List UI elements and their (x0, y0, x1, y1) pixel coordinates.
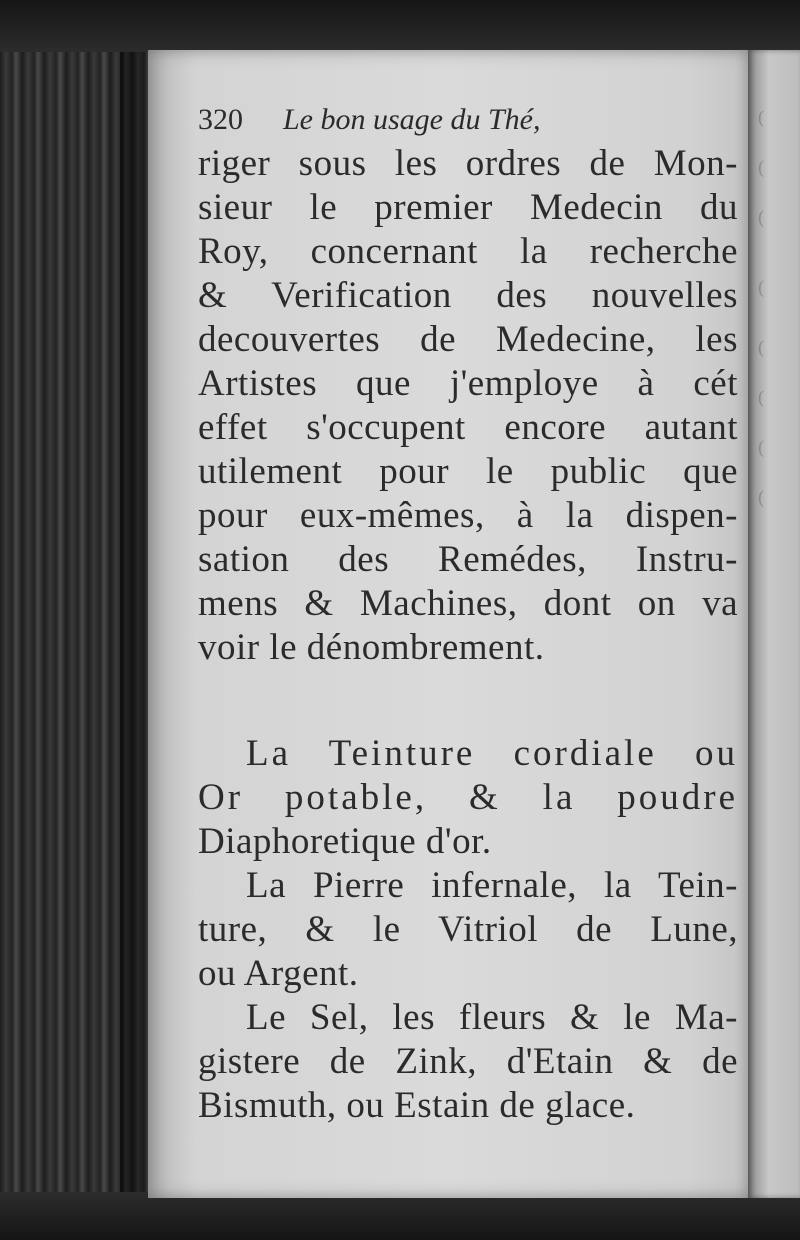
text-line: utilement pour le public que (198, 451, 738, 492)
text-line: La Pierre infernale, la Tein- (246, 865, 738, 906)
show-through-mark: ( (758, 437, 764, 457)
text-line: voir le dénombrement. (198, 627, 545, 668)
list-item (198, 732, 738, 864)
paragraph (198, 142, 738, 670)
text-line: Roy, concernant la recherche (198, 231, 738, 272)
text-line: Bismuth, ou Estain de glace. (198, 1085, 636, 1126)
text-line: mens & Machines, dont on va (198, 583, 738, 624)
text-line: riger sous les ordres de Mon- (198, 143, 738, 184)
list-item (198, 996, 738, 1128)
book-page (148, 50, 748, 1198)
show-through-mark: ( (758, 277, 764, 297)
page-text (198, 98, 738, 1128)
text-line: Diaphoretique d'or. (198, 821, 492, 862)
text-line: gistere de Zink, d'Etain & de (198, 1041, 738, 1082)
text-line: Artistes que j'employe à cét (198, 363, 738, 404)
text-line: Or potable, & la poudre (198, 777, 738, 818)
show-through-mark: ( (758, 207, 764, 227)
text-line: Le Sel, les fleurs & le Ma- (246, 997, 738, 1038)
show-through-mark: ( (758, 387, 764, 407)
bottom-margin-shadow (0, 1192, 800, 1240)
text-line: pour eux-mêmes, à la dispen- (198, 495, 738, 536)
show-through-mark: ( (758, 337, 764, 357)
top-margin-shadow (0, 0, 800, 52)
show-through-mark: ( (758, 107, 764, 127)
running-title: Le bon usage du Thé, (283, 103, 541, 136)
text-line: ture, & le Vitriol de Lune, (198, 909, 738, 950)
text-line: ou Argent. (198, 953, 359, 994)
facing-page-edge (748, 50, 800, 1198)
text-line: sieur le premier Medecin du (198, 187, 738, 228)
text-line: decouvertes de Medecine, les (198, 319, 738, 360)
section-gap (198, 670, 738, 732)
page-number: 320 (198, 103, 243, 136)
show-through-mark: ( (758, 157, 764, 177)
text-line: sation des Remédes, Instru- (198, 539, 738, 580)
running-header (198, 98, 738, 142)
list-item (198, 864, 738, 996)
text-line: La Teinture cordiale ou (246, 733, 738, 774)
show-through-mark: ( (758, 487, 764, 507)
text-line: & Verification des nouvelles (198, 275, 738, 316)
text-line: effet s'occupent encore autant (198, 407, 738, 448)
